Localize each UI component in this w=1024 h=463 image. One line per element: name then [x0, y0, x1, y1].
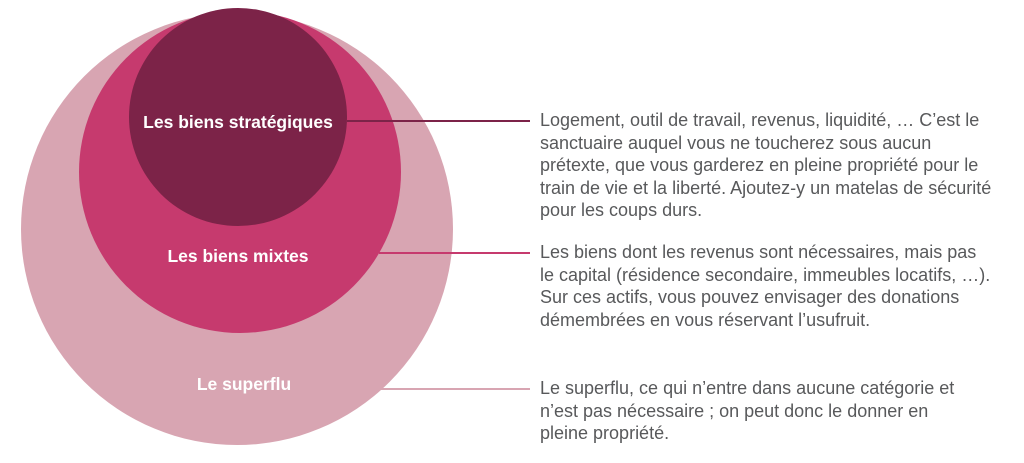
annotation-biens-strategiques — [540, 109, 1010, 222]
annotation-text-line: Logement, outil de travail, revenus, liquidité, … C’est le — [540, 110, 980, 130]
circle-label-biens-strategiques: Les biens stratégiques — [143, 112, 333, 132]
annotation-text-line: le capital (résidence secondaire, immeubles locatifs, …). — [540, 264, 991, 285]
annotation-text-line: démembrées en vous réservant l’usufruit. — [540, 309, 871, 330]
annotation-text-line: Les biens dont les revenus sont nécessaires, mais pas — [540, 242, 977, 262]
annotation-text-line: Le superflu, ce qui n’entre dans aucune catégorie et — [540, 378, 955, 398]
leader-line-biens-mixtes — [379, 252, 530, 254]
circle-label-superflu: Le superflu — [196, 374, 292, 394]
annotation-text-line: train de vie et la liberté. Ajoutez-y un matelas de sécurité — [540, 177, 992, 198]
annotation-text-line: sanctuaire auquel vous ne toucherez sous aucun — [540, 132, 932, 153]
annotation-text-line: Sur ces actifs, vous pouvez envisager des donations — [540, 287, 960, 307]
annotation-biens-mixtes — [540, 241, 1010, 331]
annotation-text-line: prétexte, que vous garderez en pleine propriété pour le — [540, 155, 979, 175]
leader-line-superflu — [381, 388, 530, 390]
leader-line-biens-strategiques — [347, 120, 530, 122]
circle-label-biens-mixtes: Les biens mixtes — [167, 246, 309, 266]
annotation-text-line: pleine propriété. — [540, 423, 670, 443]
annotation-text-line: pour les coups durs. — [540, 200, 703, 220]
annotation-text-line: n’est pas nécessaire ; on peut donc le donner en — [540, 400, 929, 421]
annotation-superflu — [540, 377, 1010, 445]
